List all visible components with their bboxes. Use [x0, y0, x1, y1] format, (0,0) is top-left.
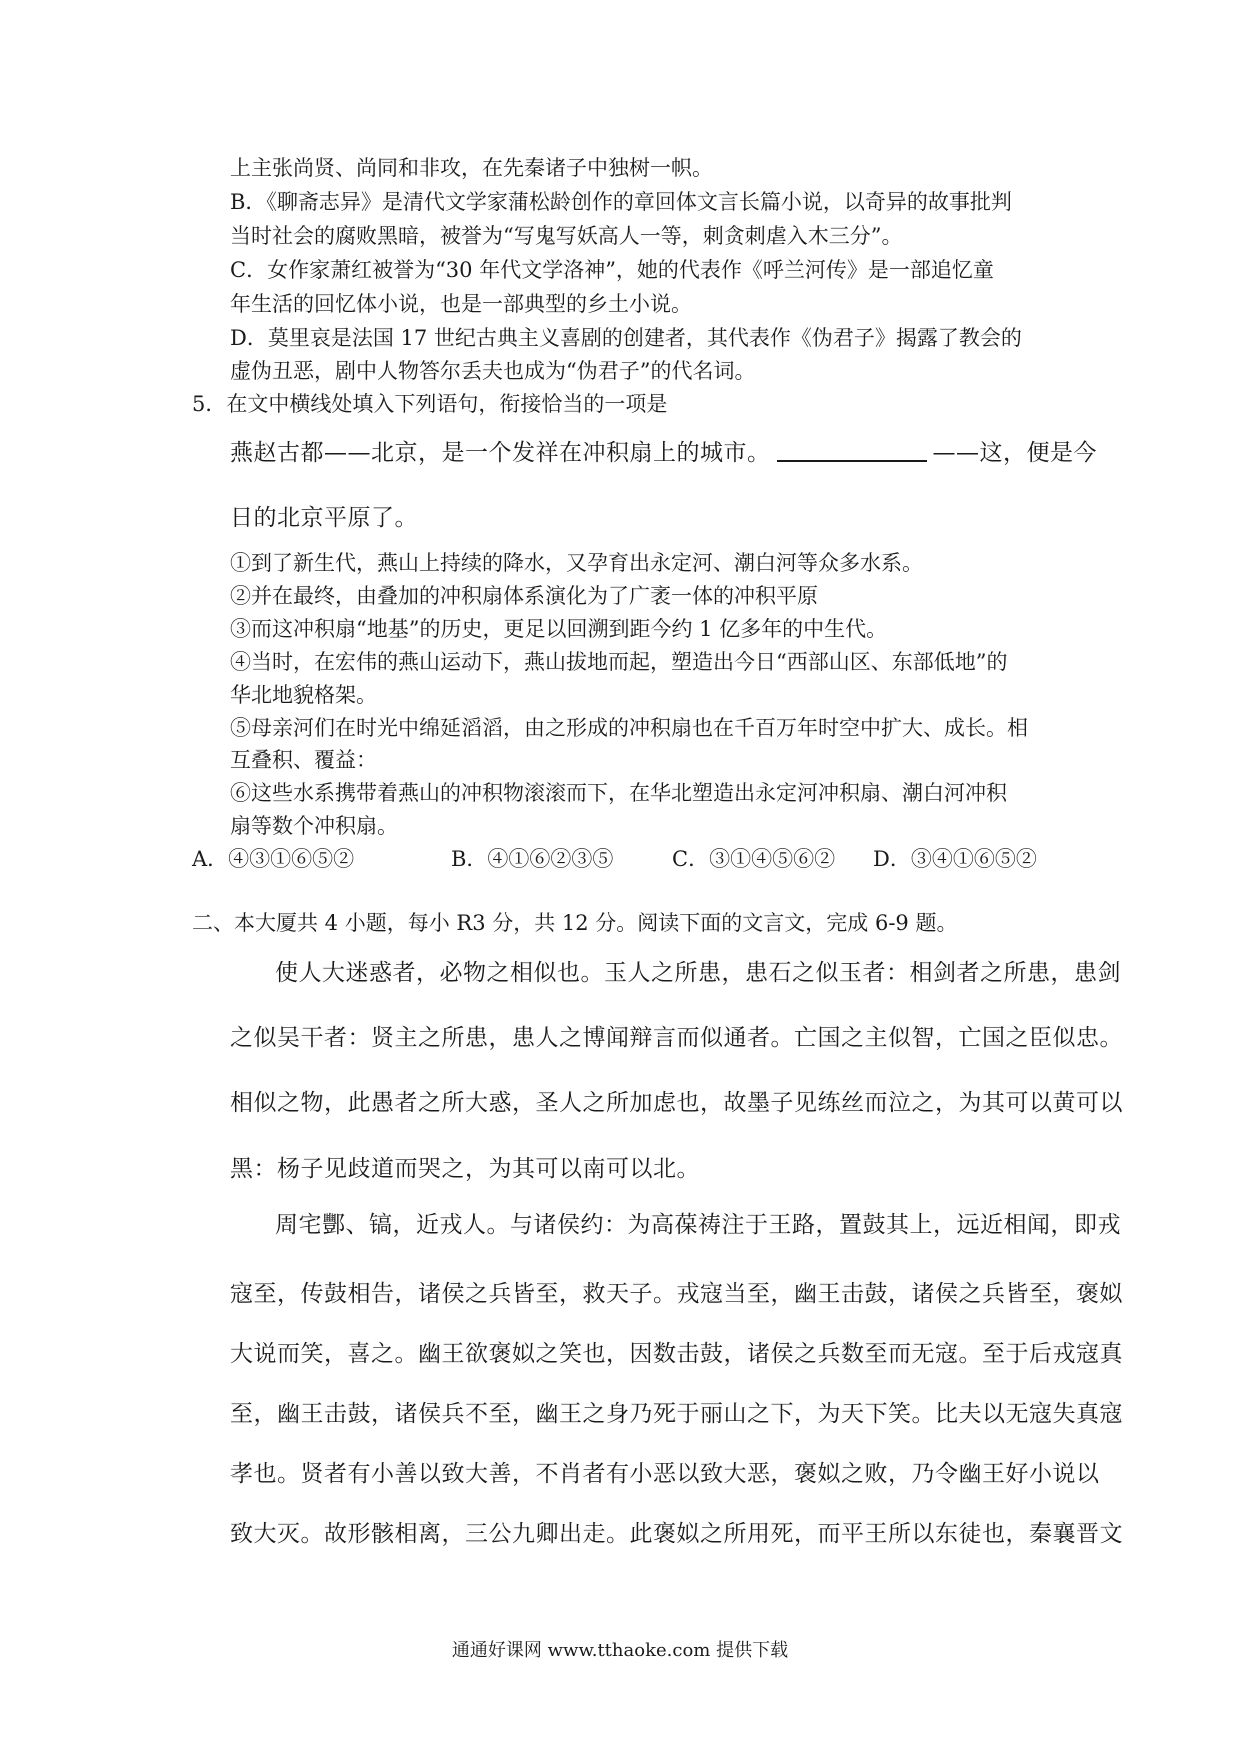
q5-sentence-1: ①到了新生代，燕山上持续的降水，又孕育出永定河、潮白河等众多水系。: [230, 551, 923, 575]
passage-para1-line2: 之似吴干者：贤主之所患，患人之博闻辩言而似通者。亡国之主似智，亡国之臣似忠。: [230, 1025, 1123, 1051]
q5-passage-line1: [230, 434, 1097, 467]
q5-sentence-6-line1: ⑥这些水系携带着燕山的冲积物滚滚而下，在华北塑造出永定河冲积扇、潮白河冲积: [230, 781, 1007, 805]
q5-stem: 5．在文中横线处填入下列语句，衔接恰当的一项是: [192, 392, 668, 416]
q5-passage-b: ——这，便是今: [932, 440, 1097, 466]
passage-para1-line1: 使人大迷惑者，必物之相似也。玉人之所患，患石之似玉者：相剑者之所患，患剑: [275, 960, 1121, 986]
q5-option-d: D．③④①⑥⑤②: [873, 847, 1037, 871]
q5-option-b: B．④①⑥②③⑤: [451, 847, 614, 871]
passage-para2-line1: 周宅酆、镐，近戎人。与诸侯约：为高葆祷注于王路，置鼓其上，远近相闻，即戎: [275, 1212, 1121, 1238]
q5-option-a: A．④③①⑥⑤②: [192, 847, 355, 871]
fill-in-blank: [777, 460, 927, 462]
q4-option-d-line2: 虚伪丑恶，剧中人物答尔丢夫也成为“伪君子”的代名词。: [230, 359, 756, 383]
passage-para2-line6: 致大灭。故形骸相离，三公九卿出走。此褒姒之所用死，而平王所以东徒也，秦襄晋文: [230, 1521, 1123, 1547]
q5-sentence-3: ③而这冲积扇“地基”的历史，更足以回溯到距今约 1 亿多年的中生代。: [230, 617, 888, 641]
q4-option-b-line1: B．《聊斋志异》是清代文学家蒲松龄创作的章回体文言长篇小说，以奇异的故事批判: [230, 190, 1012, 214]
q4-option-c-line2: 年生活的回忆体小说，也是一部典型的乡土小说。: [230, 292, 692, 316]
passage-para2-line2: 寇至，传鼓相告，诸侯之兵皆至，救天子。戎寇当至，幽王击鼓，诸侯之兵皆至，褒姒: [230, 1281, 1123, 1307]
q4-option-b-line2: 当时社会的腐败黑暗，被誉为“写鬼写妖高人一等，刺贪刺虐入木三分”。: [230, 224, 903, 248]
passage-para2-line5: 孝也。贤者有小善以致大善，不肖者有小恶以致大恶，褒姒之败，乃令幽王好小说以: [230, 1461, 1100, 1487]
passage-para1-line3: 相似之物，此愚者之所大惑，圣人之所加虑也，故墨子见练丝而泣之，为其可以黄可以: [230, 1090, 1123, 1116]
q5-sentence-4-line1: ④当时，在宏伟的燕山运动下，燕山拔地而起，塑造出今日“西部山区、东部低地”的: [230, 650, 1008, 674]
page-footer: 通通好课网 www.tthaoke.com 提供下载: [451, 1640, 789, 1661]
q5-sentence-5-line2: 互叠积、覆益：: [230, 748, 377, 772]
q5-sentence-4-line2: 华北地貌格架。: [230, 683, 377, 707]
passage-para2-line4: 至，幽王击鼓，诸侯兵不至，幽王之身乃死于丽山之下，为天下笑。比夫以无寇失真寇: [230, 1401, 1123, 1427]
q5-sentence-2: ②并在最终，由叠加的冲积扇体系演化为了广袤一体的冲积平原: [230, 584, 818, 608]
section2-heading: 二、本大厦共 4 小题，每小 R3 分，共 12 分。阅读下面的文言文，完成 6-9 题。: [192, 911, 958, 935]
q5-sentence-5-line1: ⑤母亲河们在时光中绵延滔滔，由之形成的冲积扇也在千百万年时空中扩大、成长。相: [230, 716, 1028, 740]
passage-para2-line3: 大说而笑，喜之。幽王欲褒姒之笑也，因数击鼓，诸侯之兵数至而无寇。至于后戎寇真: [230, 1341, 1123, 1367]
q4-option-d-line1: D．莫里哀是法国 17 世纪古典主义喜剧的创建者，其代表作《伪君子》揭露了教会的: [230, 326, 1022, 350]
q4-option-c-line1: C．女作家萧红被誉为“30 年代文学洛神”，她的代表作《呼兰河传》是一部追忆童: [230, 258, 994, 282]
q5-passage-a: 燕赵古都——北京，是一个发祥在冲积扇上的城市。: [230, 440, 771, 466]
q4-option-a-continued: 上主张尚贤、尚同和非攻，在先秦诸子中独树一帜。: [230, 156, 713, 180]
q5-passage-line2: 日的北京平原了。: [230, 505, 418, 531]
passage-para1-line4: 黑：杨子见歧道而哭之，为其可以南可以北。: [230, 1156, 700, 1182]
q5-sentence-6-line2: 扇等数个冲积扇。: [230, 814, 398, 838]
q5-option-c: C．③①④⑤⑥②: [672, 847, 836, 871]
